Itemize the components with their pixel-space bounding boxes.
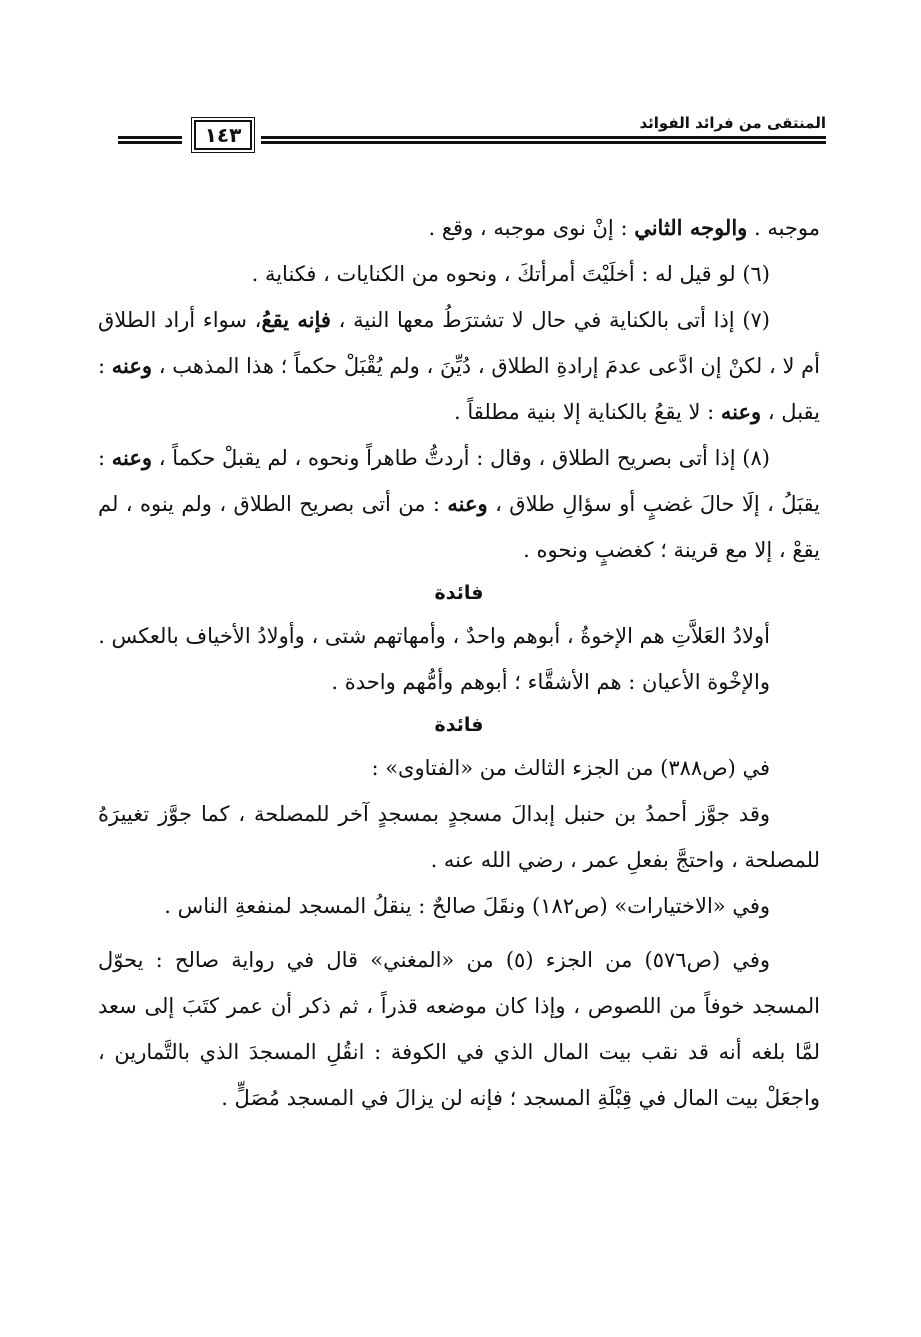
page-header (118, 112, 826, 158)
bold-term: فإنه يقعُ (261, 307, 331, 332)
paragraph-siblings: أولادُ العَلاَّتِ هم الإخوةُ ، أبوهم واحدٌ ، وأمهاتهم شتى ، وأولادُ الأخياف بالعكس . (98, 624, 770, 648)
text-run: (٧) إذا أتى بالكناية في حال لا تشترَطُ معها النية ، (330, 308, 770, 332)
text-run: : لا يقعُ بالكناية إلا بنية مطلقاً . (453, 400, 721, 424)
page-number: ١٤٣ (194, 120, 252, 150)
header-rule-right (261, 136, 826, 144)
bold-term: وعنه (720, 399, 762, 424)
paragraph-fatawa-ref: في (ص٣٨٨) من الجزء الثالث من «الفتاوى» : (371, 756, 770, 780)
text-run: : يقبل ، (98, 354, 820, 424)
section-heading-2: فائدة (434, 714, 484, 736)
paragraph-7 (98, 297, 820, 435)
text-run: (٨) إذا أتى بصريح الطلاق ، وقال : أردتُّ طاهراً ونحوه ، لم يقبلْ حكماً ، (152, 446, 770, 470)
bold-term: وعنه (111, 445, 153, 470)
running-title: المنتقى من فرائد الفوائد (639, 114, 826, 132)
text-run: : يقبَلُ ، إلَا حالَ غضبٍ أو سؤالِ طلاق ، (98, 446, 820, 516)
page-body (98, 205, 820, 1121)
paragraph-8 (98, 435, 820, 573)
paragraph-ikhtiyarat: وفي «الاختيارات» (ص١٨٢) ونقَلَ صالحٌ : ينقلُ المسجد لمنفعةِ الناس . (164, 894, 770, 918)
header-rule-left (118, 136, 182, 144)
bold-term: وعنه (447, 491, 488, 516)
section-heading-1: فائدة (434, 582, 484, 604)
paragraph-6: (٦) لو قيل له : أخلَيْتَ أمرأتكَ ، ونحوه من الكنايات ، فكناية . (251, 262, 770, 286)
paragraph-mughni: وفي (ص٥٧٦) من الجزء (٥) من «المغني» قال في رواية صالح : يحوّل المسجد خوفاً من اللصوص ، وإذا كان موضعه قذراً ، ثم ذكر أن عمر كتَبَ إلى سعد لمَّا بلغه أنه قد نقب بيت المال الذي في الكوفة : انقُلِ المسجدَ الذي بالتَّمارين ، واجعَلْ بيت المال في قِبْلَةِ المسجد ؛ فإنه لن يزالَ في المسجد مُصَلٍّ . (98, 948, 820, 1110)
paragraph-full-siblings: والإخْوة الأعيان : هم الأشقَّاء ؛ أبوهم وأمُّهم واحدة . (331, 670, 770, 694)
text-run: ، سواء أراد الطلاق أم لا ، لكنْ إن ادَّعى عدمَ إرادةِ الطلاق ، دُيِّنَ ، ولم يُقْبَلْ حكماً ؛ هذا المذهب ، (98, 308, 820, 378)
text-run: : من أتى بصريح الطلاق ، ولم ينوه ، لم يقعْ ، إلا مع قرينة ؛ كغضبٍ ونحوه . (98, 492, 820, 562)
paragraph-mosque-exchange: وقد جوَّز أحمدُ بن حنبل إبدالَ مسجدٍ بمسجدٍ آخر للمصلحة ، كما جوَّز تغييرَهُ للمصلحة ، واحتجَّ بفعلِ عمر ، رضي الله عنه . (98, 802, 820, 872)
bold-term: والوجه الثاني (634, 215, 748, 240)
paragraph-1 (98, 205, 820, 251)
bold-term: وعنه (111, 353, 153, 378)
text-run: موجبه . (747, 216, 820, 240)
text-run: : إنْ نوى موجبه ، وقع . (428, 216, 635, 240)
